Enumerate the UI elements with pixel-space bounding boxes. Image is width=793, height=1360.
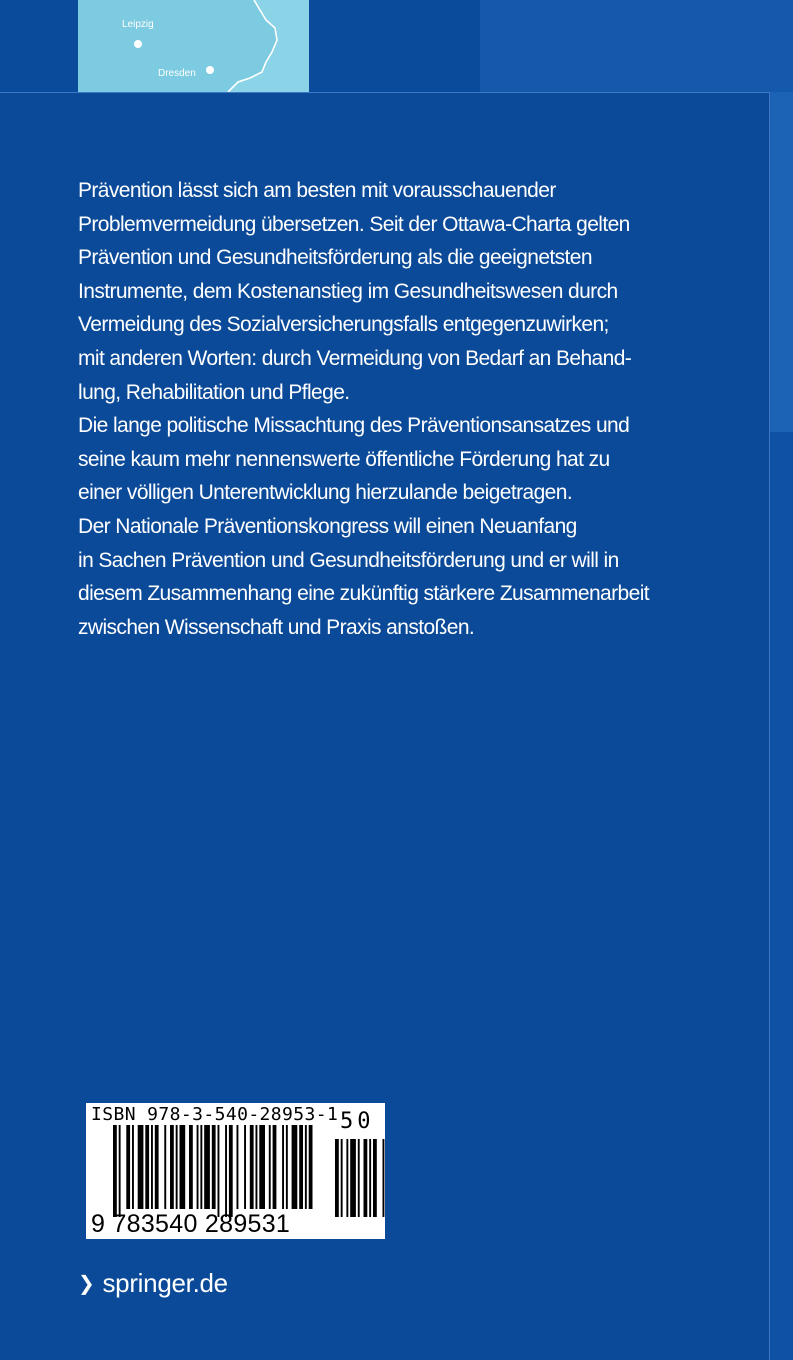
barcode-bar [292,1125,298,1209]
barcode-bar [256,1125,258,1209]
blurb-line: Der Nationale Präventionskongress will einen Neuanfang [78,514,577,538]
barcode-bar [180,1125,186,1209]
barcode-bar [170,1125,174,1209]
barcode-guard-bar [113,1125,117,1217]
blurb-line: Problemvermeidung übersetzen. Seit der Ottawa-Charta gelten [78,212,630,236]
city-dot-dresden [206,66,214,74]
barcode-addon-bar [373,1139,377,1217]
barcode-addon-bar [383,1139,385,1217]
barcode-bar [200,1125,202,1209]
barcode-guard-bar [225,1125,227,1217]
barcode-bar [244,1125,246,1209]
barcode-bar [212,1125,216,1209]
barcode-guard-bar [119,1125,121,1217]
blurb-line: Instrumente, dem Kostenanstieg im Gesundheitswesen durch [78,279,618,303]
barcode-bar [197,1125,199,1209]
barcode-addon-bar [369,1139,371,1217]
barcode-bar [145,1125,149,1209]
barcode-addon-bar [350,1139,356,1217]
barcode-bar [204,1125,210,1209]
barcode-guard-bar [218,1125,220,1217]
right-edge-shade [770,92,793,432]
barcode-bar [132,1125,134,1209]
barcode-bar [299,1125,303,1209]
right-edge-strip [770,92,793,1360]
blurb-line: Die lange politische Missachtung des Präventionsansatzes und [78,414,630,438]
barcode-bar [155,1125,159,1209]
barcode-bar [286,1125,288,1209]
barcode-bar [269,1125,271,1209]
barcode-bar [237,1125,239,1209]
blurb-line: zwischen Wissenschaft und Praxis anstoßen. [78,615,475,639]
barcode-addon-bar [358,1139,360,1217]
barcode-bar [273,1125,277,1209]
isbn-barcode [86,1103,385,1239]
barcode-bar [176,1125,178,1209]
barcode-bar [189,1125,193,1209]
blurb-line: Prävention lässt sich am besten mit vorausschauender [78,179,556,202]
barcode-bar [305,1125,307,1209]
barcode-addon-bar [346,1139,348,1217]
barcode-bar [309,1125,313,1209]
barcode-bar [164,1125,166,1209]
city-dot-leipzig [134,40,142,48]
barcode-bar [250,1125,254,1209]
blurb-line: seine kaum mehr nennenswerte öffentliche Förderung hat zu [78,447,610,471]
barcode-bar [126,1125,130,1209]
isbn-barcode-digits: 9 783540 289531 [91,1210,291,1238]
top-band-highlight [480,0,793,92]
barcode-bar [138,1125,144,1209]
blurb-line: lung, Rehabilitation und Pflege. [78,380,350,404]
map-thumbnail [78,0,309,92]
barcode-addon-bar [335,1139,339,1217]
isbn-label: ISBN 978-3-540-28953-1 [91,1104,339,1125]
blurb-text [78,174,649,644]
city-label-dresden: Dresden [158,68,196,79]
blurb-line: in Sachen Prävention und Gesundheitsförderung und er will in [78,548,619,572]
chevron-right-icon: ❯ [78,1273,95,1295]
website-label: springer.de [102,1268,228,1298]
blurb-line: diesem Zusammenhang eine zukünftig stärkere Zusammenarbeit [78,582,649,606]
barcode-addon-bar [341,1139,343,1217]
isbn-addon-digits: 50 [340,1109,375,1134]
blurb-line: einer völligen Unterentwicklung hierzulande beigetragen. [78,481,573,505]
blurb-line: Prävention und Gesundheitsförderung als die geeignetsten [78,246,592,270]
barcode-bar [151,1125,153,1209]
city-label-leipzig: Leipzig [122,19,154,30]
barcode-guard-bar [229,1125,233,1217]
blurb-line: Vermeidung des Sozialversicherungsfalls entgegenzuwirken; [78,313,609,337]
blurb-line: mit anderen Worten: durch Vermeidung von Bedarf an Behand- [78,346,632,370]
barcode-bar [259,1125,265,1209]
springer-website-link[interactable] [78,1268,228,1299]
barcode-bar [282,1125,284,1209]
barcode-addon-bar [364,1139,368,1217]
